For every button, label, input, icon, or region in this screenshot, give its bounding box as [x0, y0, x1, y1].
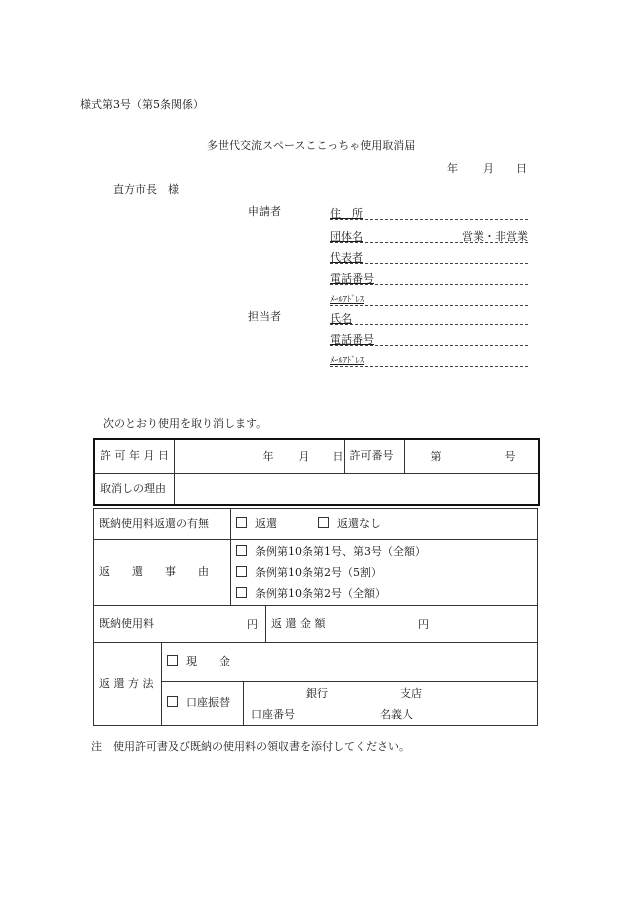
branch-label: 支店 [400, 687, 422, 700]
reason-option-2[interactable]: 条例第10条第2号（5割） [236, 562, 532, 583]
contact-label: 担当者 [248, 310, 281, 323]
permit-no-prefix: 第 [430, 450, 442, 463]
permit-date-row [94, 439, 539, 473]
permit-no-suffix: 号 [504, 450, 516, 463]
bank-label: 銀行 [306, 687, 328, 700]
representative-label: 代表者 [330, 251, 363, 264]
reason-option-1[interactable]: 条例第10条第1号、第3号（全額） [236, 541, 532, 562]
reason-input[interactable] [174, 473, 539, 505]
checkbox-icon [318, 517, 329, 528]
intro-text: 次のとおり使用を取り消します。 [103, 417, 268, 430]
cash-option[interactable]: 現 金 [162, 643, 538, 682]
applicant-label: 申請者 [248, 205, 281, 218]
contact-phone-field[interactable] [330, 331, 528, 346]
address-field[interactable] [330, 205, 528, 220]
refund-exists-label: 既納使用料返還の有無 [94, 509, 231, 540]
bank-info-cell[interactable] [244, 682, 538, 726]
representative-field[interactable] [330, 249, 528, 264]
permit-month: 月 [298, 450, 310, 463]
checkbox-icon [236, 587, 247, 598]
date-day: 日 [516, 162, 527, 175]
applicant-phone-field[interactable] [330, 270, 528, 285]
refund-reason-row [94, 540, 538, 606]
paid-fee-label: 既納使用料 [99, 616, 154, 630]
method-label: 返 還 方 法 [94, 643, 162, 726]
transfer-option[interactable]: 口座振替 [162, 682, 244, 726]
refund-amount-yen: 円 [418, 618, 429, 631]
reason-option-3[interactable]: 条例第10条第2号（全額） [236, 583, 532, 604]
paid-fee-cell[interactable] [94, 606, 266, 643]
organization-field[interactable] [330, 228, 528, 243]
checkbox-icon [167, 655, 178, 666]
applicant-email-field[interactable] [330, 291, 528, 306]
fee-row [94, 606, 538, 643]
date-month: 月 [483, 162, 494, 175]
refund-table [93, 508, 538, 606]
applicant-phone-label: 電話番号 [330, 272, 374, 285]
reason-label: 取消しの理由 [94, 473, 174, 505]
permit-no-cell[interactable] [404, 439, 539, 473]
refund-exists-row [94, 509, 538, 540]
refund-reason-options [231, 540, 538, 606]
checkbox-icon [167, 696, 178, 707]
date-year: 年 [447, 162, 458, 175]
refund-no-option[interactable]: 返還なし [318, 517, 381, 530]
holder-label: 名義人 [380, 708, 413, 721]
refund-exists-options [231, 509, 538, 540]
contact-phone-label: 電話番号 [330, 333, 374, 346]
contact-name-field[interactable] [330, 310, 528, 325]
permit-date-label: 許 可 年 月 日 [94, 439, 174, 473]
refund-reason-label: 返 還 事 由 [94, 540, 231, 606]
permit-year: 年 [262, 450, 274, 463]
applicant-email-label: ﾒｰﾙｱﾄﾞﾚｽ [330, 295, 365, 305]
refund-amount-cell[interactable] [266, 606, 538, 643]
fee-table [93, 605, 538, 643]
page-title: 多世代交流スペースここっちゃ使用取消届 [207, 139, 416, 152]
organization-label: 団体名 [330, 230, 363, 243]
account-no-label: 口座番号 [251, 708, 295, 721]
refund-yes-option[interactable]: 返還 [236, 517, 277, 530]
contact-email-label: ﾒｰﾙｱﾄﾞﾚｽ [330, 356, 365, 366]
contact-name-label: 氏名 [330, 312, 352, 325]
permit-day: 日 [332, 450, 344, 463]
cash-row [94, 643, 538, 682]
checkbox-icon [236, 517, 247, 528]
permit-table [93, 438, 540, 506]
reason-row [94, 473, 539, 505]
paid-fee-yen: 円 [247, 618, 258, 631]
address-label: 住 所 [330, 207, 363, 220]
checkbox-icon [236, 545, 247, 556]
refund-amount-label: 返 還 金 額 [271, 616, 326, 630]
permit-no-label: 許可番号 [344, 439, 404, 473]
note-text: 注 使用許可書及び既納の使用料の領収書を添付してください。 [91, 740, 410, 753]
business-type-option[interactable]: 営業・非営業 [462, 230, 528, 243]
permit-date-cell[interactable] [174, 439, 344, 473]
form-number: 様式第3号（第5条関係） [80, 98, 204, 111]
addressee: 直方市長 様 [113, 183, 179, 196]
method-table [93, 642, 538, 726]
checkbox-icon [236, 566, 247, 577]
contact-email-field[interactable] [330, 352, 528, 367]
